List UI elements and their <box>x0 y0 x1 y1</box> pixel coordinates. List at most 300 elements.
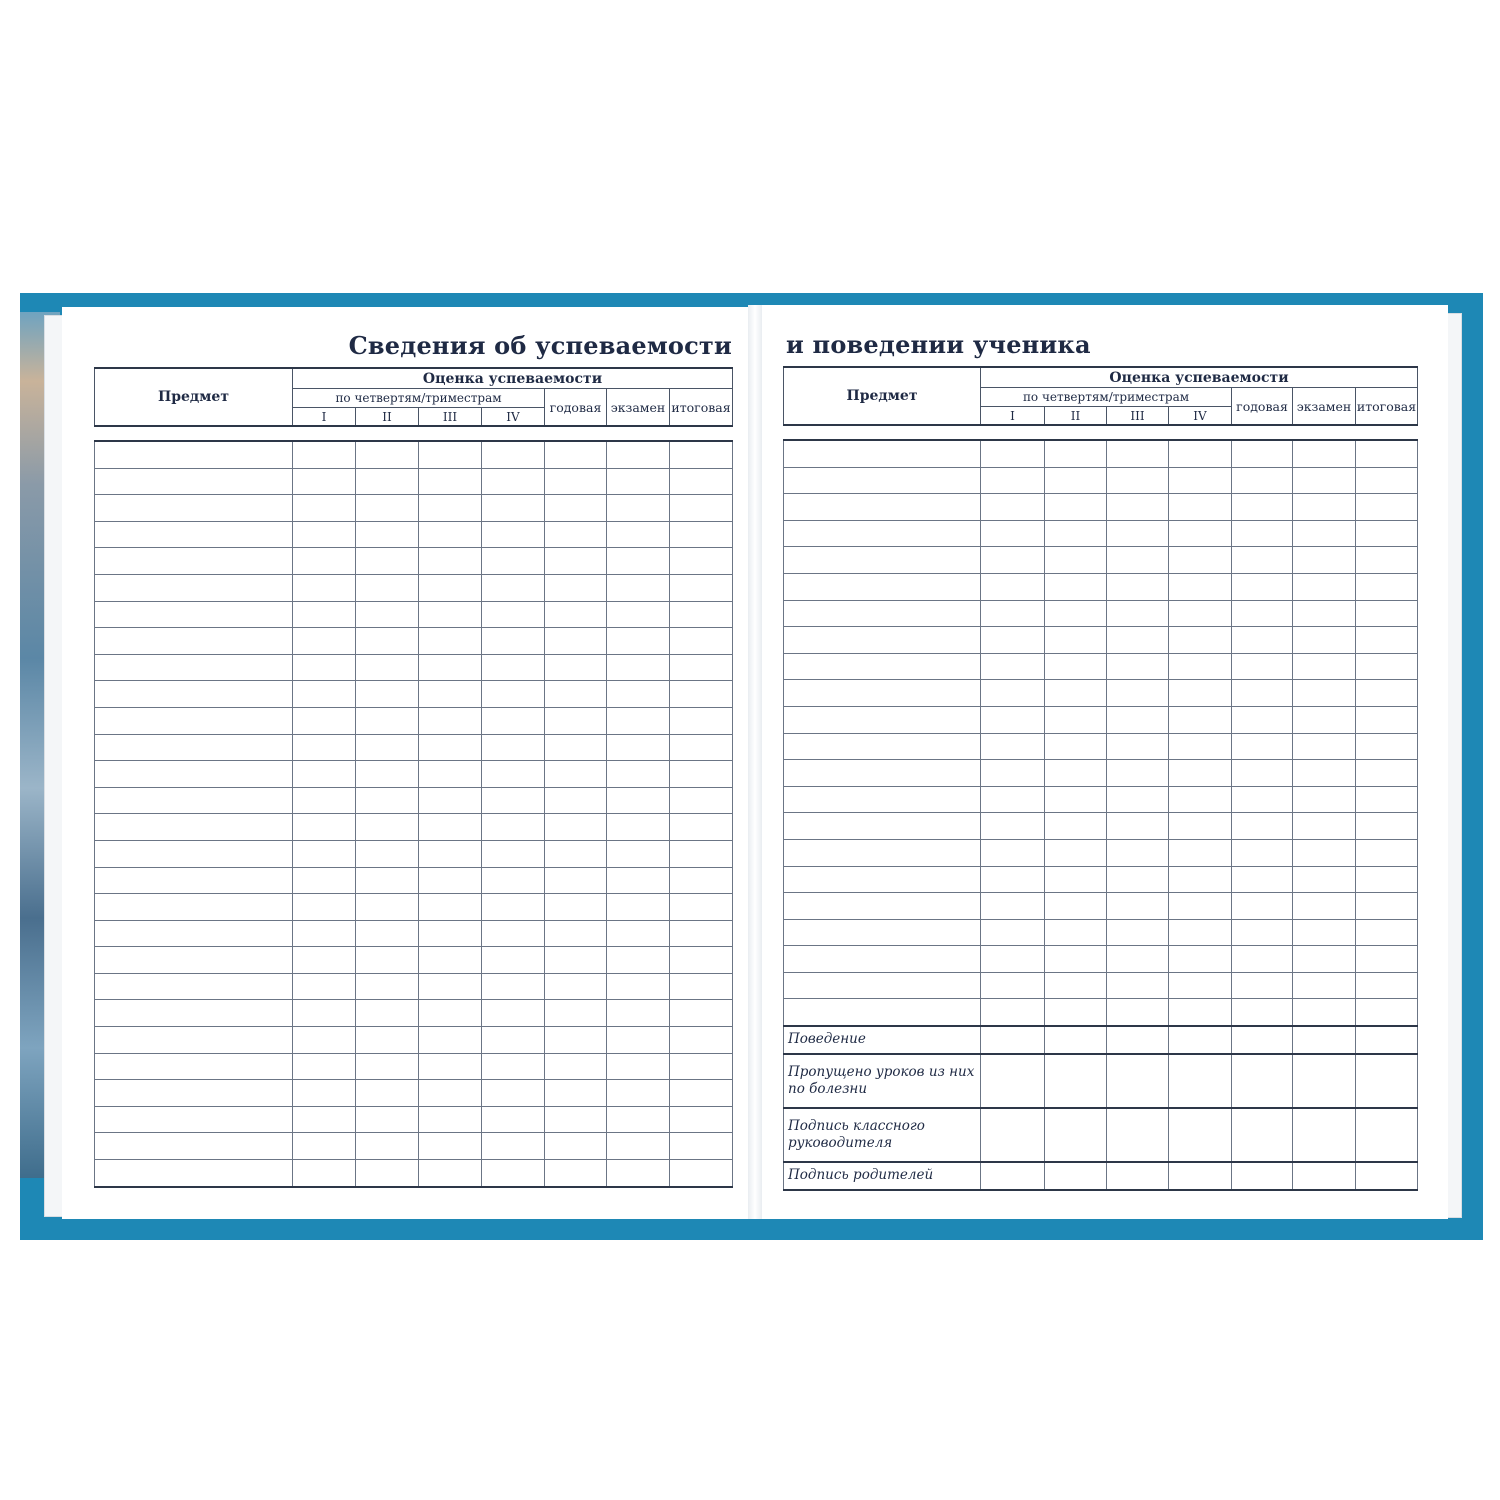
grade-cell[interactable] <box>419 495 482 522</box>
grade-cell[interactable] <box>1293 440 1356 467</box>
grade-cell[interactable] <box>1232 706 1293 733</box>
grade-cell[interactable] <box>482 787 545 814</box>
grade-cell[interactable] <box>1356 946 1418 973</box>
subject-cell[interactable] <box>95 1106 293 1133</box>
grade-cell[interactable] <box>1107 547 1169 574</box>
grade-cell[interactable] <box>1293 1054 1356 1108</box>
grade-cell[interactable] <box>1107 839 1169 866</box>
grade-cell[interactable] <box>356 947 419 974</box>
grade-cell[interactable] <box>981 680 1045 707</box>
grade-cell[interactable] <box>670 1133 733 1160</box>
grade-cell[interactable] <box>356 734 419 761</box>
grade-cell[interactable] <box>1107 999 1169 1026</box>
subject-cell[interactable] <box>784 680 981 707</box>
grade-cell[interactable] <box>981 1026 1045 1054</box>
grade-cell[interactable] <box>356 628 419 655</box>
grade-cell[interactable] <box>981 733 1045 760</box>
grade-cell[interactable] <box>545 707 607 734</box>
grade-cell[interactable] <box>419 468 482 495</box>
grade-cell[interactable] <box>981 1108 1045 1162</box>
grade-cell[interactable] <box>1107 760 1169 787</box>
grade-cell[interactable] <box>981 999 1045 1026</box>
subject-cell[interactable] <box>784 733 981 760</box>
grade-cell[interactable] <box>670 947 733 974</box>
grade-cell[interactable] <box>670 814 733 841</box>
grade-cell[interactable] <box>1107 680 1169 707</box>
grade-cell[interactable] <box>1293 999 1356 1026</box>
grade-cell[interactable] <box>356 973 419 1000</box>
grade-cell[interactable] <box>1232 839 1293 866</box>
grade-cell[interactable] <box>1045 573 1107 600</box>
grade-cell[interactable] <box>1356 440 1418 467</box>
grade-cell[interactable] <box>981 946 1045 973</box>
grade-cell[interactable] <box>356 1000 419 1027</box>
grade-cell[interactable] <box>1107 972 1169 999</box>
grade-cell[interactable] <box>1232 680 1293 707</box>
grade-cell[interactable] <box>419 920 482 947</box>
grade-cell[interactable] <box>545 1053 607 1080</box>
grade-cell[interactable] <box>1232 653 1293 680</box>
grade-cell[interactable] <box>419 681 482 708</box>
grade-cell[interactable] <box>1293 813 1356 840</box>
grade-cell[interactable] <box>1107 1162 1169 1190</box>
grade-cell[interactable] <box>293 707 356 734</box>
grade-cell[interactable] <box>670 548 733 575</box>
grade-cell[interactable] <box>607 1133 670 1160</box>
grade-cell[interactable] <box>670 973 733 1000</box>
grade-cell[interactable] <box>1356 467 1418 494</box>
grade-cell[interactable] <box>670 574 733 601</box>
grade-cell[interactable] <box>419 548 482 575</box>
grade-cell[interactable] <box>1293 786 1356 813</box>
subject-cell[interactable] <box>784 573 981 600</box>
grade-cell[interactable] <box>607 734 670 761</box>
grade-cell[interactable] <box>981 706 1045 733</box>
grade-cell[interactable] <box>419 601 482 628</box>
grade-cell[interactable] <box>1356 813 1418 840</box>
subject-cell[interactable] <box>95 867 293 894</box>
grade-cell[interactable] <box>981 440 1045 467</box>
grade-cell[interactable] <box>1107 786 1169 813</box>
grade-cell[interactable] <box>482 814 545 841</box>
grade-cell[interactable] <box>670 654 733 681</box>
grade-cell[interactable] <box>1045 733 1107 760</box>
subject-cell[interactable] <box>95 1027 293 1054</box>
grade-cell[interactable] <box>545 1133 607 1160</box>
grade-cell[interactable] <box>1169 733 1232 760</box>
grade-cell[interactable] <box>1232 946 1293 973</box>
grade-cell[interactable] <box>356 441 419 468</box>
grade-cell[interactable] <box>1107 893 1169 920</box>
grade-cell[interactable] <box>1045 813 1107 840</box>
grade-cell[interactable] <box>419 1160 482 1187</box>
grade-cell[interactable] <box>1232 786 1293 813</box>
grade-cell[interactable] <box>545 814 607 841</box>
grade-cell[interactable] <box>1045 467 1107 494</box>
grade-cell[interactable] <box>1045 706 1107 733</box>
grade-cell[interactable] <box>1169 627 1232 654</box>
grade-cell[interactable] <box>1356 866 1418 893</box>
grade-cell[interactable] <box>1169 680 1232 707</box>
grade-cell[interactable] <box>545 1027 607 1054</box>
grade-cell[interactable] <box>419 1000 482 1027</box>
grade-cell[interactable] <box>1356 573 1418 600</box>
grade-cell[interactable] <box>1045 1054 1107 1108</box>
grade-cell[interactable] <box>607 840 670 867</box>
grade-cell[interactable] <box>419 707 482 734</box>
grade-cell[interactable] <box>293 628 356 655</box>
grade-cell[interactable] <box>293 973 356 1000</box>
subject-cell[interactable] <box>95 601 293 628</box>
grade-cell[interactable] <box>607 1106 670 1133</box>
grade-cell[interactable] <box>607 495 670 522</box>
grade-cell[interactable] <box>356 920 419 947</box>
grade-cell[interactable] <box>607 548 670 575</box>
grade-cell[interactable] <box>670 734 733 761</box>
subject-cell[interactable] <box>95 973 293 1000</box>
subject-cell[interactable] <box>95 1000 293 1027</box>
grade-cell[interactable] <box>545 1080 607 1107</box>
grade-cell[interactable] <box>545 654 607 681</box>
grade-cell[interactable] <box>981 866 1045 893</box>
grade-cell[interactable] <box>670 867 733 894</box>
grade-cell[interactable] <box>419 947 482 974</box>
grade-cell[interactable] <box>419 1053 482 1080</box>
grade-cell[interactable] <box>607 1080 670 1107</box>
grade-cell[interactable] <box>1107 573 1169 600</box>
grade-cell[interactable] <box>1045 919 1107 946</box>
grade-cell[interactable] <box>1232 440 1293 467</box>
grade-cell[interactable] <box>293 1106 356 1133</box>
grade-cell[interactable] <box>607 681 670 708</box>
grade-cell[interactable] <box>1232 813 1293 840</box>
grade-cell[interactable] <box>607 814 670 841</box>
grade-cell[interactable] <box>545 894 607 921</box>
grade-cell[interactable] <box>607 894 670 921</box>
grade-cell[interactable] <box>482 1133 545 1160</box>
grade-cell[interactable] <box>1293 653 1356 680</box>
subject-cell[interactable] <box>95 654 293 681</box>
grade-cell[interactable] <box>293 894 356 921</box>
grade-cell[interactable] <box>419 521 482 548</box>
grade-cell[interactable] <box>293 920 356 947</box>
grade-cell[interactable] <box>545 1160 607 1187</box>
grade-cell[interactable] <box>1232 573 1293 600</box>
grade-cell[interactable] <box>1045 893 1107 920</box>
grade-cell[interactable] <box>1232 972 1293 999</box>
grade-cell[interactable] <box>1293 706 1356 733</box>
grade-cell[interactable] <box>981 813 1045 840</box>
grade-cell[interactable] <box>1169 1108 1232 1162</box>
grade-cell[interactable] <box>670 628 733 655</box>
grade-cell[interactable] <box>1107 627 1169 654</box>
grade-cell[interactable] <box>1293 547 1356 574</box>
grade-cell[interactable] <box>1045 999 1107 1026</box>
grade-cell[interactable] <box>1107 706 1169 733</box>
grade-cell[interactable] <box>607 1053 670 1080</box>
grade-cell[interactable] <box>1293 1162 1356 1190</box>
grade-cell[interactable] <box>545 787 607 814</box>
grade-cell[interactable] <box>1356 627 1418 654</box>
grade-cell[interactable] <box>1293 946 1356 973</box>
grade-cell[interactable] <box>1045 494 1107 521</box>
grade-cell[interactable] <box>545 574 607 601</box>
grade-cell[interactable] <box>981 467 1045 494</box>
grade-cell[interactable] <box>670 840 733 867</box>
grade-cell[interactable] <box>1293 733 1356 760</box>
grade-cell[interactable] <box>670 468 733 495</box>
grade-cell[interactable] <box>607 521 670 548</box>
grade-cell[interactable] <box>356 1106 419 1133</box>
grade-cell[interactable] <box>356 761 419 788</box>
grade-cell[interactable] <box>419 787 482 814</box>
grade-cell[interactable] <box>670 495 733 522</box>
subject-cell[interactable] <box>784 706 981 733</box>
subject-cell[interactable] <box>95 628 293 655</box>
subject-cell[interactable] <box>95 707 293 734</box>
grade-cell[interactable] <box>293 681 356 708</box>
grade-cell[interactable] <box>356 468 419 495</box>
subject-cell[interactable] <box>95 521 293 548</box>
subject-cell[interactable] <box>784 627 981 654</box>
grade-cell[interactable] <box>1169 653 1232 680</box>
grade-cell[interactable] <box>419 441 482 468</box>
grade-cell[interactable] <box>1293 866 1356 893</box>
grade-cell[interactable] <box>607 468 670 495</box>
grade-cell[interactable] <box>293 521 356 548</box>
grade-cell[interactable] <box>1356 893 1418 920</box>
grade-cell[interactable] <box>1232 600 1293 627</box>
grade-cell[interactable] <box>356 840 419 867</box>
grade-cell[interactable] <box>1293 1108 1356 1162</box>
grade-cell[interactable] <box>607 973 670 1000</box>
subject-cell[interactable] <box>95 1133 293 1160</box>
grade-cell[interactable] <box>482 601 545 628</box>
grade-cell[interactable] <box>356 521 419 548</box>
grade-cell[interactable] <box>293 548 356 575</box>
grade-cell[interactable] <box>670 1053 733 1080</box>
grade-cell[interactable] <box>607 574 670 601</box>
subject-cell[interactable] <box>784 467 981 494</box>
grade-cell[interactable] <box>1045 680 1107 707</box>
grade-cell[interactable] <box>482 1080 545 1107</box>
grade-cell[interactable] <box>1356 1108 1418 1162</box>
grade-cell[interactable] <box>419 1080 482 1107</box>
grade-cell[interactable] <box>1232 520 1293 547</box>
grade-cell[interactable] <box>293 1053 356 1080</box>
grade-cell[interactable] <box>1356 839 1418 866</box>
subject-cell[interactable] <box>95 495 293 522</box>
grade-cell[interactable] <box>1045 839 1107 866</box>
grade-cell[interactable] <box>1045 653 1107 680</box>
grade-cell[interactable] <box>356 548 419 575</box>
grade-cell[interactable] <box>1293 520 1356 547</box>
grade-cell[interactable] <box>545 441 607 468</box>
grade-cell[interactable] <box>293 761 356 788</box>
grade-cell[interactable] <box>1232 1108 1293 1162</box>
grade-cell[interactable] <box>545 867 607 894</box>
grade-cell[interactable] <box>1169 972 1232 999</box>
grade-cell[interactable] <box>1169 1162 1232 1190</box>
grade-cell[interactable] <box>607 787 670 814</box>
grade-cell[interactable] <box>356 495 419 522</box>
grade-cell[interactable] <box>356 1053 419 1080</box>
grade-cell[interactable] <box>1169 919 1232 946</box>
grade-cell[interactable] <box>356 894 419 921</box>
grade-cell[interactable] <box>482 761 545 788</box>
grade-cell[interactable] <box>293 1133 356 1160</box>
subject-cell[interactable] <box>95 787 293 814</box>
grade-cell[interactable] <box>670 1080 733 1107</box>
grade-cell[interactable] <box>482 654 545 681</box>
grade-cell[interactable] <box>545 973 607 1000</box>
grade-cell[interactable] <box>1169 440 1232 467</box>
grade-cell[interactable] <box>1356 1026 1418 1054</box>
grade-cell[interactable] <box>419 1133 482 1160</box>
grade-cell[interactable] <box>545 468 607 495</box>
grade-cell[interactable] <box>1293 1026 1356 1054</box>
grade-cell[interactable] <box>1169 813 1232 840</box>
grade-cell[interactable] <box>1045 627 1107 654</box>
grade-cell[interactable] <box>1169 760 1232 787</box>
grade-cell[interactable] <box>419 1106 482 1133</box>
grade-cell[interactable] <box>419 840 482 867</box>
subject-cell[interactable] <box>784 760 981 787</box>
grade-cell[interactable] <box>293 1160 356 1187</box>
subject-cell[interactable] <box>95 814 293 841</box>
grade-cell[interactable] <box>1356 653 1418 680</box>
grade-cell[interactable] <box>293 947 356 974</box>
grade-cell[interactable] <box>482 920 545 947</box>
grade-cell[interactable] <box>607 628 670 655</box>
grade-cell[interactable] <box>670 1000 733 1027</box>
grade-cell[interactable] <box>1169 999 1232 1026</box>
grade-cell[interactable] <box>293 1027 356 1054</box>
subject-cell[interactable] <box>784 972 981 999</box>
grade-cell[interactable] <box>1293 919 1356 946</box>
grade-cell[interactable] <box>670 681 733 708</box>
grade-cell[interactable] <box>482 894 545 921</box>
subject-cell[interactable] <box>95 1053 293 1080</box>
grade-cell[interactable] <box>545 521 607 548</box>
grade-cell[interactable] <box>607 1160 670 1187</box>
grade-cell[interactable] <box>545 1106 607 1133</box>
grade-cell[interactable] <box>981 600 1045 627</box>
grade-cell[interactable] <box>670 707 733 734</box>
grade-cell[interactable] <box>482 1053 545 1080</box>
grade-cell[interactable] <box>293 814 356 841</box>
grade-cell[interactable] <box>419 628 482 655</box>
grade-cell[interactable] <box>356 574 419 601</box>
grade-cell[interactable] <box>1232 999 1293 1026</box>
grade-cell[interactable] <box>482 1000 545 1027</box>
grade-cell[interactable] <box>1169 786 1232 813</box>
grade-cell[interactable] <box>1107 440 1169 467</box>
subject-cell[interactable] <box>95 468 293 495</box>
grade-cell[interactable] <box>981 839 1045 866</box>
grade-cell[interactable] <box>1045 600 1107 627</box>
grade-cell[interactable] <box>670 920 733 947</box>
grade-cell[interactable] <box>293 867 356 894</box>
grade-cell[interactable] <box>293 1080 356 1107</box>
grade-cell[interactable] <box>1293 627 1356 654</box>
grade-cell[interactable] <box>670 1106 733 1133</box>
grade-cell[interactable] <box>419 973 482 1000</box>
grade-cell[interactable] <box>981 893 1045 920</box>
grade-cell[interactable] <box>981 653 1045 680</box>
grade-cell[interactable] <box>356 654 419 681</box>
grade-cell[interactable] <box>670 1027 733 1054</box>
grade-cell[interactable] <box>1107 813 1169 840</box>
grade-cell[interactable] <box>545 495 607 522</box>
grade-cell[interactable] <box>1356 680 1418 707</box>
subject-cell[interactable] <box>784 520 981 547</box>
grade-cell[interactable] <box>607 654 670 681</box>
subject-cell[interactable] <box>95 1080 293 1107</box>
grade-cell[interactable] <box>482 1027 545 1054</box>
subject-cell[interactable] <box>95 734 293 761</box>
grade-cell[interactable] <box>293 734 356 761</box>
grade-cell[interactable] <box>1107 733 1169 760</box>
grade-cell[interactable] <box>293 601 356 628</box>
grade-cell[interactable] <box>1045 547 1107 574</box>
subject-cell[interactable] <box>95 681 293 708</box>
grade-cell[interactable] <box>1045 946 1107 973</box>
grade-cell[interactable] <box>1107 1026 1169 1054</box>
grade-cell[interactable] <box>545 734 607 761</box>
subject-cell[interactable] <box>95 947 293 974</box>
subject-cell[interactable] <box>95 441 293 468</box>
grade-cell[interactable] <box>1232 467 1293 494</box>
grade-cell[interactable] <box>1232 866 1293 893</box>
grade-cell[interactable] <box>1045 760 1107 787</box>
grade-cell[interactable] <box>419 867 482 894</box>
grade-cell[interactable] <box>670 1160 733 1187</box>
grade-cell[interactable] <box>482 628 545 655</box>
grade-cell[interactable] <box>1169 1026 1232 1054</box>
grade-cell[interactable] <box>482 441 545 468</box>
subject-cell[interactable] <box>784 946 981 973</box>
grade-cell[interactable] <box>1169 467 1232 494</box>
grade-cell[interactable] <box>1232 893 1293 920</box>
grade-cell[interactable] <box>293 468 356 495</box>
subject-cell[interactable] <box>784 600 981 627</box>
grade-cell[interactable] <box>1045 972 1107 999</box>
subject-cell[interactable] <box>784 494 981 521</box>
grade-cell[interactable] <box>1356 919 1418 946</box>
grade-cell[interactable] <box>545 548 607 575</box>
grade-cell[interactable] <box>1356 706 1418 733</box>
grade-cell[interactable] <box>356 1160 419 1187</box>
grade-cell[interactable] <box>1107 946 1169 973</box>
grade-cell[interactable] <box>545 761 607 788</box>
grade-cell[interactable] <box>1356 972 1418 999</box>
grade-cell[interactable] <box>545 1000 607 1027</box>
grade-cell[interactable] <box>1293 760 1356 787</box>
grade-cell[interactable] <box>356 867 419 894</box>
grade-cell[interactable] <box>419 654 482 681</box>
grade-cell[interactable] <box>1232 494 1293 521</box>
grade-cell[interactable] <box>356 681 419 708</box>
grade-cell[interactable] <box>482 468 545 495</box>
grade-cell[interactable] <box>607 1000 670 1027</box>
grade-cell[interactable] <box>482 574 545 601</box>
subject-cell[interactable] <box>95 548 293 575</box>
subject-cell[interactable] <box>95 761 293 788</box>
grade-cell[interactable] <box>607 601 670 628</box>
grade-cell[interactable] <box>1107 520 1169 547</box>
grade-cell[interactable] <box>482 734 545 761</box>
